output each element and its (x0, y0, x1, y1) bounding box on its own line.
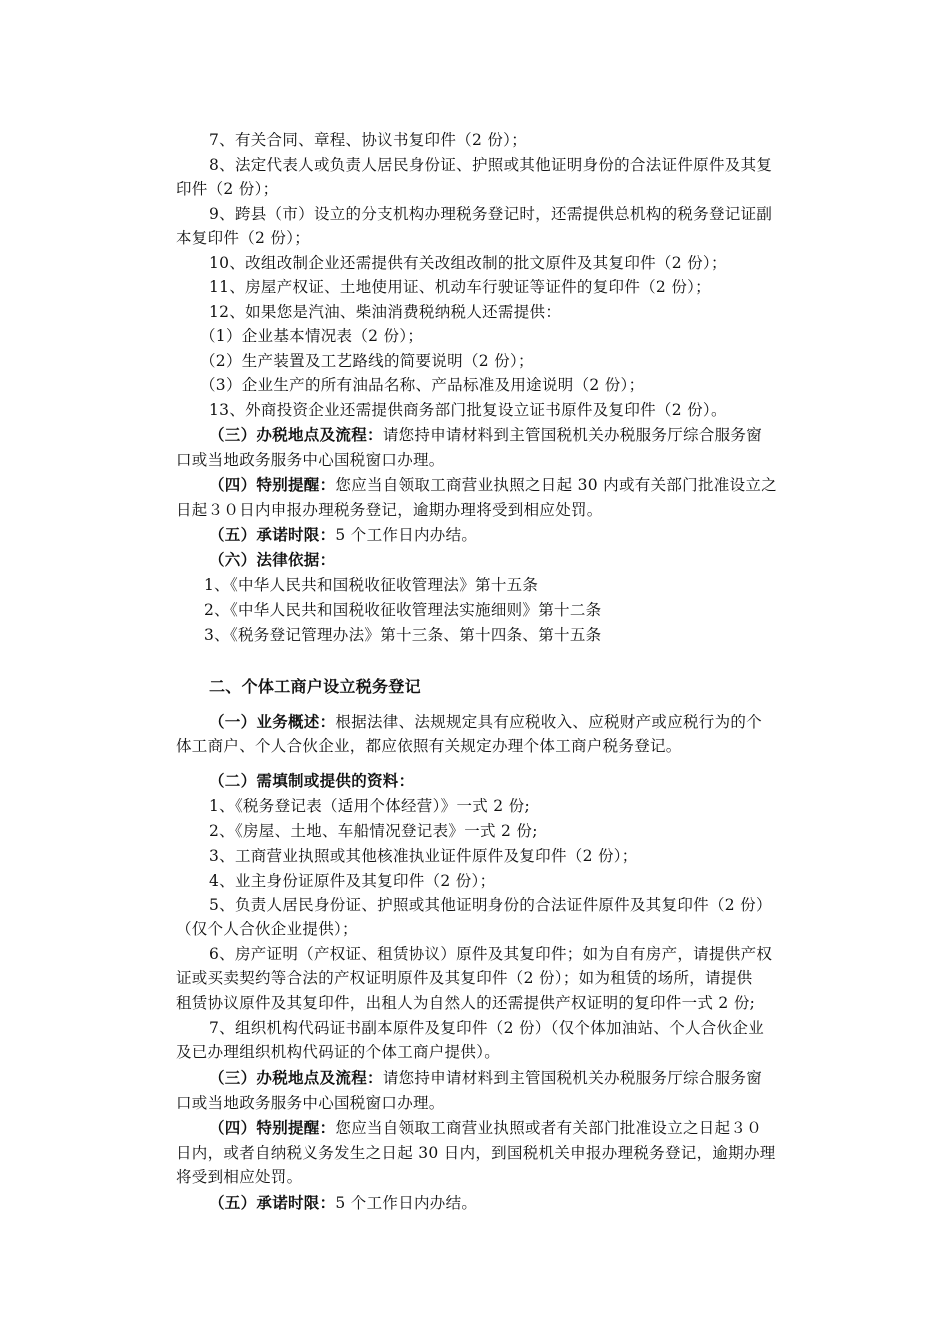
overview-label: （一）业务概述： (209, 712, 336, 731)
promise-label: （五）承诺时限： (209, 525, 336, 544)
reminder-text: 您应当自领取工商营业执照之日起 30 内或有关部门批准设立之 (335, 476, 777, 494)
sub-list-item: （3）企业生产的所有油品名称、产品标准及用途说明（2 份）； (200, 376, 645, 394)
list-item: 9、跨县（市）设立的分支机构办理税务登记时，还需提供总机构的税务登记证副 (209, 205, 773, 223)
overview-paragraph (209, 711, 762, 733)
sub-list-item: （2）生产装置及工艺路线的简要说明（2 份）； (200, 352, 534, 370)
list-item: 7、有关合同、章程、协议书复印件（2 份）； (209, 131, 528, 149)
list-item-continuation: 本复印件（2 份）； (176, 229, 311, 247)
list-item: 13、外商投资企业还需提供商务部门批复设立证书原件及复印件（2 份）。 (209, 401, 727, 419)
location-text: 请您持申请材料到主管国税机关办税服务厅综合服务窗 (382, 1069, 763, 1087)
material-item: 7、组织机构代码证书副本原件及复印件（2 份）（仅个体加油站、个人合伙企业 (209, 1019, 765, 1037)
material-item: 3、工商营业执照或其他核准执业证件原件及复印件（2 份）； (209, 847, 638, 865)
location-paragraph (209, 424, 762, 446)
reminder-text: 您应当自领取工商营业执照或者有关部门批准设立之日起３０ (335, 1119, 763, 1137)
material-item: 5、负责人居民身份证、护照或其他证明身份的合法证件原件及其复印件（2 份） (209, 896, 772, 914)
overview-text-continuation: 体工商户、个人合伙企业，都应依照有关规定办理个体工商户税务登记。 (176, 737, 682, 755)
material-item: 6、房产证明（产权证、租赁协议）原件及其复印件；如为自有房产，请提供产权 (209, 945, 773, 963)
legal-item: 3、《税务登记管理办法》第十三条、第十四条、第十五条 (204, 626, 602, 644)
reminder-text-continuation: 日起３０日内申报办理税务登记，逾期办理将受到相应处罚。 (176, 501, 603, 519)
location-text-continuation: 口或当地政务服务中心国税窗口办理。 (176, 451, 445, 469)
location-text-continuation: 口或当地政务服务中心国税窗口办理。 (176, 1094, 445, 1112)
reminder-label: （四）特别提醒： (209, 475, 336, 494)
section-title: 二、个体工商户设立税务登记 (209, 677, 421, 696)
reminder-text-continuation: 将受到相应处罚。 (176, 1168, 303, 1186)
promise-paragraph (209, 1192, 477, 1214)
promise-paragraph (209, 524, 477, 546)
sub-list-item: （1）企业基本情况表（2 份）； (200, 327, 424, 345)
promise-label: （五）承诺时限： (209, 1193, 336, 1212)
material-item: 1、《税务登记表（适用个体经营）》一式 2 份; (209, 797, 531, 815)
location-paragraph (209, 1067, 762, 1089)
legal-item: 1、《中华人民共和国税收征收管理法》第十五条 (204, 576, 539, 594)
material-item: 4、业主身份证原件及其复印件（2 份）； (209, 872, 496, 890)
material-item-continuation: （仅个人合伙企业提供）； (176, 920, 358, 938)
list-item: 8、法定代表人或负责人居民身份证、护照或其他证明身份的合法证件原件及其复 (209, 156, 773, 174)
reminder-label: （四）特别提醒： (209, 1118, 336, 1137)
location-label: （三）办税地点及流程： (209, 1068, 383, 1087)
location-label: （三）办税地点及流程： (209, 425, 383, 444)
legal-basis-label: （六）法律依据： (209, 550, 336, 569)
list-item-continuation: 印件（2 份）； (176, 180, 279, 198)
promise-text: 5 个工作日内办结。 (335, 526, 478, 544)
reminder-paragraph (209, 474, 777, 496)
promise-text: 5 个工作日内办结。 (335, 1194, 478, 1212)
material-item: 2、《房屋、土地、车船情况登记表》一式 2 份; (209, 822, 538, 840)
reminder-paragraph (209, 1117, 762, 1139)
list-item: 11、房屋产权证、土地使用证、机动车行驶证等证件的复印件（2 份）； (209, 278, 711, 296)
location-text: 请您持申请材料到主管国税机关办税服务厅综合服务窗 (382, 426, 763, 444)
material-item-continuation: 证或买卖契约等合法的产权证明原件及其复印件（2 份）；如为租赁的场所，请提供 (176, 969, 753, 987)
legal-item: 2、《中华人民共和国税收征收管理法实施细则》第十二条 (204, 601, 602, 619)
reminder-text-continuation: 日内，或者自纳税义务发生之日起 30 日内，到国税机关申报办理税务登记，逾期办理 (176, 1144, 776, 1162)
material-item-continuation: 及已办理组织机构代码证的个体工商户提供）。 (176, 1043, 501, 1061)
material-item-continuation: 租赁协议原件及其复印件，出租人为自然人的还需提供产权证明的复印件一式 2 份; (176, 994, 756, 1012)
list-item: 12、如果您是汽油、柴油消费税纳税人还需提供： (209, 303, 562, 321)
list-item: 10、改组改制企业还需提供有关改组改制的批文原件及其复印件（2 份）； (209, 254, 727, 272)
materials-label: （二）需填制或提供的资料： (209, 771, 415, 790)
overview-text: 根据法律、法规规定具有应税收入、应税财产或应税行为的个 (335, 713, 763, 731)
